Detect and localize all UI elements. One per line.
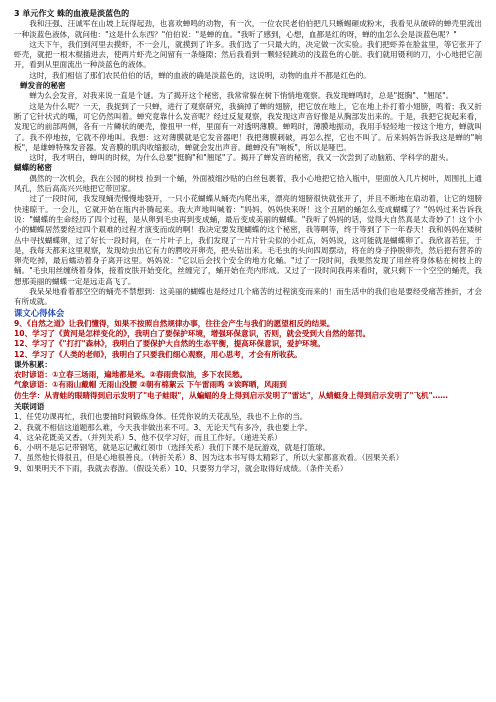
essay-paragraph: 这时，我才明白，蝉叫的时候，为什么总要"挺胸"和"翘尾"了。揭开了蝉发音的秘密，我又一次尝到了动脑筋、学科学的甜头。 — [29, 153, 454, 163]
section-heading: 关联词语 — [14, 401, 45, 411]
accum-line: 气象谚语：①有雨山戴帽 无雨山没腰 ②朝有棉絮云 下午雷雨鸣 ③诶晖晒，风雨到 — [14, 380, 287, 390]
essay-paragraph: 这天下午，我们到河里去摸虾，不一会儿，就摸到了许多。我们选了一只最大的，决定做一次实验。我们把虾养在脸盆里，等它张开了虾壳，就把一根木棍插进去，使两片虾壳之间留有一条缝隙；然后我看到一颗轻轻跳动的浅蓝色的心脏。我们就用镊利的刀，小心地把它剖开，看到从里面流出一种淡蓝色的液体。 — [14, 39, 482, 70]
note-line: 12、学习了《人类的老师》，我明白了只要我们细心观察，用心思考，才会有所收获。 — [14, 349, 302, 359]
section-heading: 课外积累： — [14, 359, 52, 369]
essay-paragraph: 过了一段时间，我发现蛹壳慢慢地裂开，一只小花蝴蝶从蛹壳内爬出来，漂亮的翅膀很快就张开了，并且不断地在扇动着，让它的翅膀快速晾干。一会儿，它就开始在瓶内扑腾起来。我大声地叫喊着："妈妈，妈妈快来呀！这个丑陋的蛹怎么变成蝴蝶了？"妈妈过来告诉我说："蝴蝶的生命经历了四个过程，是从卵到毛虫再到变成蛹，最后变成美丽的蝴蝶。"我听了妈妈的话，觉得大自然真是太奇妙了！这个小小的蝴蝶居然要经过四个艰难的过程才演变而成的啊！我决定要发现蝴蝶的这个秘密，我等啊等，终于等到了下一年春天！我和妈妈在矮树丛中寻找蝴蝶卵，过了好长一段时间，在一片叶子上，我们发现了一片片针尖似的小红点，妈妈说，这可能就是蝴蝶卵了。我欣喜若狂，于是，我每天都来这里观察，发现幼虫出它有力的腭咬开卵壳，把头钻出来。毛毛虫的头向四周摆动，将在的身子挣脱卵壳，然后把有营养的卵壳吃掉，最后蠕动着身子离开这里。妈妈说："它以后会找个安全的地方化蛹。"过了一段时间，我果然发现了用丝将身体粘在树枝上的蛹。"毛虫用丝缠绕着身体，接着皮肤开始变化，丝缠完了，蛹开始在壳内形成。又过了一段时间我再来看时，就只剩下一个空空的蛹壳，我想那美丽的蝴蝶一定是远走高飞了。 — [14, 194, 482, 286]
note-line: 10、学习了《黄河是怎样变化的》，我明白了要保护环境，增强环保意识，否则，就会受到大自然的惩罚。 — [14, 328, 371, 338]
conj-line: 2、我就不相信这道题那么难，今天我非做出来不可。3、无论天气有多冷，我也要上学。 — [14, 422, 313, 432]
conjunction-list — [14, 412, 482, 474]
conj-line: 4、这朵花既美又香。（并列关系）5、他不仅学习好，而且工作好。（递进关系） — [14, 432, 282, 442]
accum-line: 仿生学：从青蛙的眼睛得到启示发明了"电子蛙眼"，从蝙蝠的身上得到启示发明了"雷达"，从蜻蜓身上得到启示发明了"飞机"…… — [14, 390, 448, 400]
essay-paragraph: 我呆呆地看着那空空的蛹壳不禁想到：这美丽的蝴蝶也是经过几个痛苦的过程演变而来的！而生活中的我们也是要经受痛苦挫折，才会有所成就。 — [14, 287, 482, 307]
essay-paragraph: 偶然的一次机会，我在公园的树枝 捡到一个蛹，外面被细沙贴的白丝包裹着，我小心地把它拾入瓶中，里面放入几片树叶，周围扎上通风孔，然后高高兴兴地把它带回家。 — [14, 173, 482, 194]
essay-paragraph: 我和汪强、汪诚军在山坡上玩得起劲，也喜欢蝉鸣的动物，有一次，一位农民老伯伯把几只蜥蜴砸成粉末，我看见从破碎的蝉壳里流出一种淡蓝色液体，就问他："这是什么东西？"伯伯说："是蝉的血。"我听了感到，心想，血都是红的呀，蝉的血怎么会是淡蓝色呢？" — [14, 19, 482, 39]
essay-paragraph: 这时，我们相信了那们农民伯伯的话，蝉的血液的确是淡蓝色的，这说明，动物的血并不都是红色的。 — [29, 70, 371, 80]
conj-line: 6、小明不是忘记带钢笔，就是忘记戴红领巾（选择关系）我们下课不是玩游戏，就是打篮球。 — [14, 443, 331, 453]
note-line: 12、学习了《"打打"森林》，我明白了要保护大自然的生态平衡，提高环保意识，爱护环境。 — [14, 339, 325, 349]
essay-paragraph: 蝉为么会发音，对我来说一直是个谜。为了揭开这个秘密，我常常躲在树下悄悄地观察。我发现蝉鸣时，总是"挺胸"、"翘尾"。 — [29, 91, 454, 101]
essay-blood — [14, 19, 482, 81]
conj-line: 7、虽然他长得很丑，但是心地很善良。（转折关系）8、因为这本书写得太精彩了，所以大家都喜欢看。（因果关系） — [14, 453, 404, 463]
essay-cicada — [14, 91, 482, 163]
note-line: 9、《自然之道》让我们懂得，如果不按照自然规律办事，往往会产生与我们的愿望相反的结果。 — [14, 318, 335, 328]
extra-accumulation — [14, 370, 482, 401]
learning-notes — [14, 319, 482, 360]
document-page — [14, 9, 482, 697]
essay-paragraph: 这是为什么呢？一天，我捉到了一只蝉，进行了观察研究，我摘掉了蝉的翅膀，把它放在地上，它在地上扑打着小翅膀，鸣着；我又折断了它针状式的嘴，可它仍然叫着。蝉究竟靠什么发音呢？经过反复观察，我发现这声音好像是从胸部发出来的。于是，我把它捉起来看，发现它的前部两侧，各有一片鳞状的硬壳，像扭甲一样，里面有一对透明薄膜。蝉鸣时，薄膜地振动，我用手轻轻地一按这个地方，蝉就叫了。我不停地按，它就不停地叫。我想：这对薄膜就是它发音器吧！我把薄膜刺破，再怎么捏，它也不叫了。后来妈妈告诉我这是蝉的"响板"，是雄蝉特殊发音器。发音膜的肌肉收缩振动，蝉就会发出声音。雌蝉没有"响板"，所以是哑巴。 — [14, 101, 482, 152]
conj-line: 1、任凭功课再忙，我们也要抽时间锻炼身体。任凭你说的天花乱坠，我也不上你的当。 — [14, 412, 308, 422]
conj-line: 9、如果明天不下雨，我就去春游。（假设关系）10、只要努力学习，就会取得好成绩。（条件关系） — [14, 463, 348, 473]
section-heading: 蝉发音的秘密 — [20, 81, 66, 91]
section-heading: 蝴蝶的秘密 — [14, 163, 52, 173]
essay-butterfly — [14, 174, 482, 308]
accum-line: 农时谚语：①立春三场雨，遍地都是米。②春雨贵似油，多下农民愁。 — [14, 370, 248, 380]
section-heading: 课文心得体会 — [14, 307, 65, 318]
page-title: 3 单元作文 蛛的血液是淡蓝色的 — [14, 9, 130, 18]
